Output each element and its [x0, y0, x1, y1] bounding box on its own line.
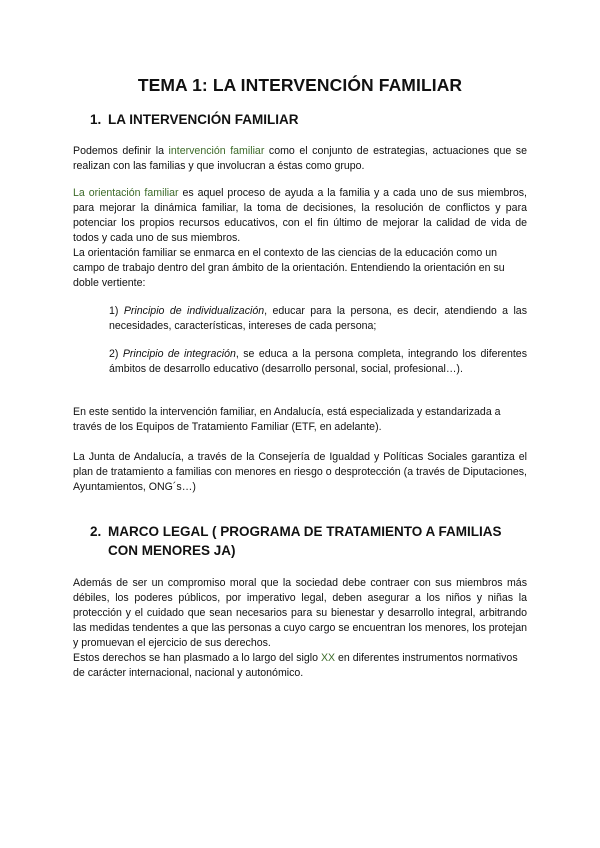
section-2-title-line1: MARCO LEGAL ( PROGRAMA DE TRATAMIENTO A FAMILIAS	[108, 524, 502, 539]
paragraph-andalucia: En este sentido la intervención familiar, en Andalucía, está especializada y estandarizada a través de los Equipos de Tratamiento Familiar (ETF, en adelante).	[73, 406, 501, 433]
section-1-number: 1.	[90, 112, 102, 127]
section-2-heading	[90, 522, 501, 560]
text-run: , se educa a la persona completa, integrando los diferentes ámbitos de desarrollo educativo (desarrollo personal, social, profesional…).	[109, 348, 527, 375]
paragraph-orientacion	[73, 186, 527, 246]
paragraph-junta: La Junta de Andalucía, a través de la Consejería de Igualdad y Políticas Sociales garantiza el plan de tratamiento a familias con menores en riesgo o desprotección (a través de Diputaciones, Ayuntamientos, ONG´s…)	[73, 451, 527, 493]
text-run: es aquel proceso de ayuda a la familia y a cada uno de sus miembros, para mejorar la dinámica familiar, la toma de decisiones, la resolución de conflictos y para potenciar los propios recursos educativos, con el fin último de mejorar la calidad de vida de todos y cada uno de sus miembros.	[73, 187, 527, 244]
paragraph-contexto: La orientación familiar se enmarca en el contexto de las ciencias de la educación como un campo de trabajo dentro del gran ámbito de la orientación. Entendiendo la orientación en su doble vertiente:	[73, 247, 505, 289]
document-title: TEMA 1: LA INTERVENCIÓN FAMILIAR	[137, 75, 463, 95]
principle-name: Principio de individualización	[123, 305, 265, 317]
section-2-title-line2: CON MENORES JA)	[108, 543, 236, 558]
highlight-intervencion-familiar: intervención familiar	[168, 145, 265, 157]
section-1-heading	[90, 110, 299, 129]
highlight-siglo: XX	[320, 652, 336, 664]
list-number: 1)	[109, 305, 124, 317]
list-item-integracion	[109, 347, 527, 377]
text-run: , educar para la persona, es decir, atendiendo a las necesidades, características, intereses de cada persona;	[109, 305, 527, 332]
section-2-number: 2.	[90, 524, 102, 539]
list-item-individualizacion	[109, 304, 527, 334]
text-run: Podemos definir la	[73, 145, 169, 157]
list-number: 2)	[109, 348, 123, 360]
section-1-title: LA INTERVENCIÓN FAMILIAR	[108, 112, 299, 127]
principle-name: Principio de integración	[122, 348, 236, 360]
text-run: como el conjunto de estrategias, actuaciones que se realizan con las familias y que involucran a éstas como grupo.	[73, 145, 527, 172]
paragraph-definition	[73, 144, 527, 174]
highlight-orientacion-familiar: La orientación familiar	[73, 187, 179, 199]
text-run: Estos derechos se han plasmado a lo largo del siglo	[73, 652, 321, 664]
paragraph-compromiso: Además de ser un compromiso moral que la sociedad debe contraer con sus miembros más débiles, los poderes públicos, por imperativo legal, deben asegurar a los niños y niñas la protección y el cuidado que sean necesarios para su bienestar y desarrollo integral, arbitrando las medidas tendentes a que las personas a cuyo cargo se encuentran los menores, los protejan y promuevan el ejercicio de sus derechos.	[73, 577, 527, 649]
paragraph-derechos	[73, 651, 527, 681]
text-run: en diferentes instrumentos normativos de carácter internacional, nacional y autonómico.	[73, 652, 518, 679]
